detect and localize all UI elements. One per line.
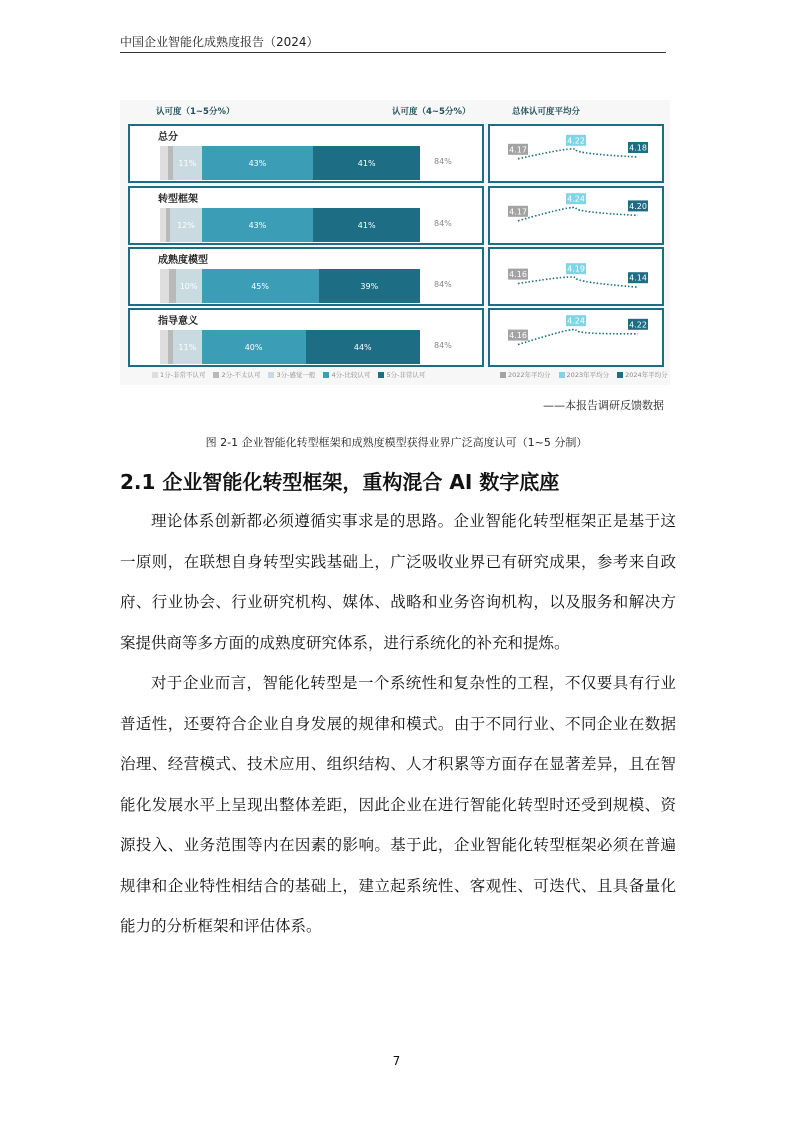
stacked-bar xyxy=(160,208,420,242)
trend-point-label xyxy=(628,272,648,283)
page-number: 7 xyxy=(392,1054,401,1068)
section-title: 2.1 企业智能化转型框架，重构混合 AI 数字底座 xyxy=(120,470,560,494)
legend-scores xyxy=(152,370,425,379)
svg-text:4.16: 4.16 xyxy=(509,331,527,341)
legend-item: 4分-比较认可 xyxy=(323,370,370,379)
bar-segment: 11% xyxy=(173,146,202,180)
legend-item: 5分-非常认可 xyxy=(378,370,425,379)
trend-line-chart xyxy=(490,310,662,365)
trend-line xyxy=(518,277,638,287)
bar-segment: 44% xyxy=(306,330,420,364)
bar-panel xyxy=(128,247,484,306)
legend-item: 2分-不太认可 xyxy=(213,370,260,379)
bar-segment: 43% xyxy=(202,208,314,242)
label-left: 认可度（1~5分%） xyxy=(156,107,235,117)
legend-item: 2023年平均分 xyxy=(559,370,610,379)
trend-point-label xyxy=(628,200,648,211)
trend-point-label xyxy=(566,263,586,274)
bar-segment xyxy=(160,146,168,180)
trend-point-label xyxy=(508,330,528,341)
running-header: 中国企业智能化成熟度报告（2024） xyxy=(120,35,319,49)
figure-chart xyxy=(120,100,670,385)
trend-line-chart xyxy=(490,126,662,181)
bar-segment: 12% xyxy=(170,208,201,242)
trend-point-label xyxy=(508,206,528,217)
total-label: 84% xyxy=(434,157,452,166)
total-label: 84% xyxy=(434,219,452,228)
trend-line xyxy=(518,329,638,344)
svg-text:4.24: 4.24 xyxy=(567,316,585,326)
svg-text:4.17: 4.17 xyxy=(509,207,527,217)
trend-line-chart xyxy=(490,188,662,243)
trend-panel xyxy=(488,186,664,245)
label-right: 总体认可度平均分 xyxy=(512,107,581,117)
trend-panel xyxy=(488,124,664,183)
total-label: 84% xyxy=(434,280,452,289)
trend-point-label xyxy=(508,144,528,155)
trend-line xyxy=(518,207,638,220)
category-label: 转型框架 xyxy=(158,194,198,205)
bar-segment: 40% xyxy=(202,330,306,364)
source-note: ——本报告调研反馈数据 xyxy=(543,399,664,412)
trend-point-label xyxy=(508,269,528,280)
legend-item: 2024年平均分 xyxy=(617,370,668,379)
trend-panel xyxy=(488,247,664,306)
svg-text:4.20: 4.20 xyxy=(629,201,647,211)
stacked-bar xyxy=(160,269,420,303)
total-label: 84% xyxy=(434,341,452,350)
svg-text:4.14: 4.14 xyxy=(629,273,647,283)
svg-text:4.24: 4.24 xyxy=(567,194,585,204)
trend-point-label xyxy=(566,315,586,326)
svg-text:4.16: 4.16 xyxy=(509,270,527,280)
paragraph-1: 理论体系创新都必须遵循实事求是的思路。企业智能化转型框架正是基于这一原则，在联想自身转型实践基础上，广泛吸收业界已有研究成果，参考来自政府、行业协会、行业研究机构、媒体、战略和业务咨询机构，以及服务和解决方案提供商等多方面的成熟度研究体系，进行系统化的补充和提炼。 xyxy=(120,512,676,652)
svg-text:4.18: 4.18 xyxy=(629,143,647,153)
bar-segment: 11% xyxy=(173,330,202,364)
category-label: 成熟度模型 xyxy=(158,255,208,266)
bar-segment: 41% xyxy=(313,146,420,180)
bar-segment: 10% xyxy=(176,269,202,303)
bar-segment xyxy=(160,330,168,364)
bar-panel xyxy=(128,124,484,183)
legend-item: 3分-感觉一般 xyxy=(268,370,315,379)
bar-panel xyxy=(128,186,484,245)
stacked-bar xyxy=(160,146,420,180)
bar-panel xyxy=(128,308,484,367)
trend-line xyxy=(518,149,638,159)
legend-years xyxy=(500,370,668,379)
bar-segment: 45% xyxy=(202,269,319,303)
trend-point-label xyxy=(628,142,648,153)
legend-item: 1分-非常不认可 xyxy=(152,370,205,379)
bar-segment: 41% xyxy=(313,208,420,242)
trend-line-chart xyxy=(490,249,662,304)
paragraph-2: 对于企业而言，智能化转型是一个系统性和复杂性的工程，不仅要具有行业普适性，还要符合企业自身发展的规律和模式。由于不同行业、不同企业在数据治理、经营模式、技术应用、组织结构、人才积累等方面存在显著差异，且在智能化发展水平上呈现出整体差距，因此企业在进行智能化转型时还受到规模、资源投入、业务范围等内在因素的影响。基于此，企业智能化转型框架必须在普遍规律和企业特性相结合的基础上，建立起系统性、客观性、可迭代、且具备量化能力的分析框架和评估体系。 xyxy=(120,674,676,935)
bar-segment: 39% xyxy=(319,269,420,303)
bar-segment: 43% xyxy=(202,146,314,180)
header-rule xyxy=(120,52,666,53)
label-mid: 认可度（4~5分%） xyxy=(392,107,471,117)
trend-point-label xyxy=(628,319,648,330)
category-label: 指导意义 xyxy=(158,316,198,327)
svg-text:4.17: 4.17 xyxy=(509,145,527,155)
trend-point-label xyxy=(566,135,586,146)
trend-point-label xyxy=(566,193,586,204)
stacked-bar xyxy=(160,330,420,364)
legend-item: 2022年平均分 xyxy=(500,370,551,379)
trend-panel xyxy=(488,308,664,367)
category-label: 总分 xyxy=(158,132,178,143)
svg-text:4.19: 4.19 xyxy=(567,264,585,274)
figure-caption: 图 2-1 企业智能化转型框架和成熟度模型获得业界广泛高度认可（1~5 分制） xyxy=(205,436,588,449)
svg-text:4.22: 4.22 xyxy=(629,320,647,330)
svg-text:4.22: 4.22 xyxy=(567,136,585,146)
bar-segment xyxy=(160,269,169,303)
